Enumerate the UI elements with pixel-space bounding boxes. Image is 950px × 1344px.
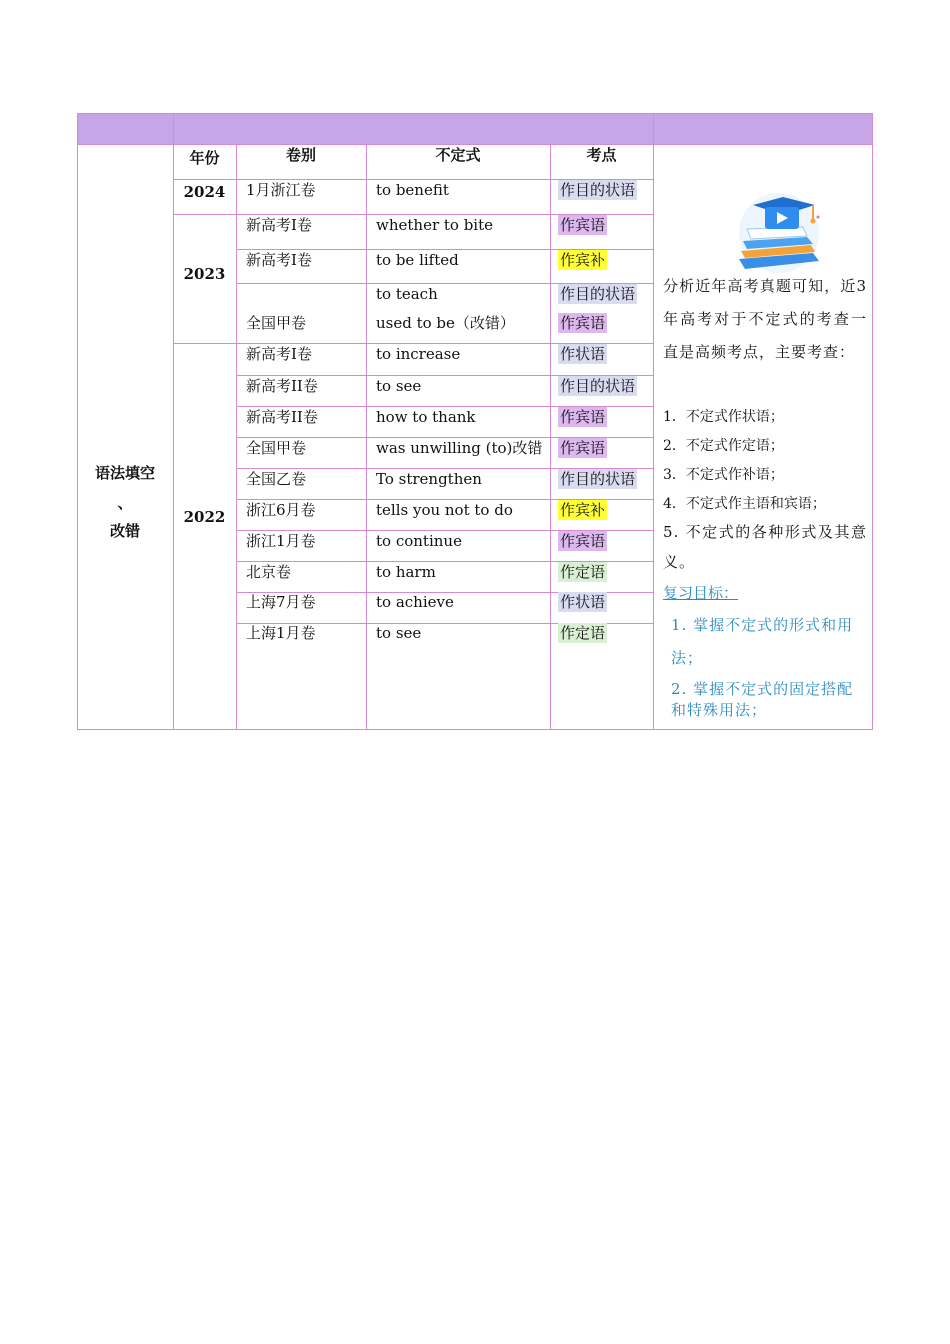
paper-cell: 新高考II卷 [246,377,318,395]
point-tag: 作状语 [560,593,606,611]
header-year: 年份 [189,149,220,167]
point-tag: 作宾语 [560,439,606,457]
point-tag: 作目的状语 [560,470,636,488]
category-line-3: 改错 [109,522,140,540]
goal-title: 复习目标： [663,584,739,602]
point-tag: 作状语 [560,345,606,363]
header-point: 考点 [586,146,617,164]
infinitive-cell: to see [376,624,422,642]
point-tag: 作目的状语 [560,181,636,199]
paper-cell: 1月浙江卷 [246,181,316,199]
paper-cell: 上海1月卷 [246,624,316,642]
infinitive-cell: to achieve [376,593,454,611]
point-tag: 作定语 [560,624,606,642]
infinitive-cell: to teach [376,285,438,303]
paper-cell: 新高考Ⅰ卷 [246,251,312,269]
table-header-bar [77,113,873,144]
year-2023: 2023 [183,265,226,283]
infinitive-cell: to see [376,377,422,395]
infinitive-cell: how to thank [376,408,476,426]
infinitive-cell: to increase [376,345,461,363]
goal-item: 2. 掌握不定式的固定搭配和特殊用法； [671,680,854,719]
paper-cell: 全国甲卷 [246,439,307,457]
point-tag: 作定语 [560,563,606,581]
year-2022: 2022 [183,508,226,526]
year-2024: 2024 [183,183,226,201]
point-tag: 作宾语 [560,408,606,426]
point-tag: 作目的状语 [560,377,636,395]
point-tag: 作宾语 [560,216,606,234]
point-tag: 作宾语 [560,532,606,550]
infinitive-cell: tells you not to do [376,501,513,519]
header-paper: 卷别 [285,146,316,164]
infinitive-cell: was unwilling (to)改错 [376,439,543,457]
infinitive-cell: to benefit [376,181,449,199]
paper-cell: 全国甲卷 [246,314,307,332]
analysis-item: 2．不定式作定语； [663,438,784,454]
infinitive-cell: whether to bite [376,216,494,234]
paper-cell: 上海7月卷 [246,593,316,611]
paper-cell: 新高考I卷 [246,345,312,363]
infinitive-cell: To strengthen [376,470,482,488]
analysis-item-5: 5. 不定式的各种形式及其意义。 [663,523,867,571]
graduation-cap-books-play-icon [733,189,825,277]
analysis-item: 1．不定式作状语； [663,409,784,425]
infinitive-cell: to harm [376,563,436,581]
category-line-2: 、 [117,494,133,512]
analysis-intro: 分析近年高考真题可知，近3年高考对于不定式的考查一直是高频考点，主要考查： [663,277,867,361]
point-tag: 作宾补 [560,251,606,269]
header-infinitive: 不定式 [435,146,481,164]
paper-cell: 新高考II卷 [246,408,318,426]
category-line-1: 语法填空 [94,464,155,482]
exam-table [77,113,873,730]
paper-cell: 浙江6月卷 [246,501,316,519]
analysis-item: 3．不定式作补语； [663,467,784,483]
point-tag-2: 作宾语 [560,314,606,332]
paper-cell: 北京卷 [246,563,292,581]
paper-cell: 全国乙卷 [246,470,307,488]
infinitive-cell: to continue [376,532,462,550]
paper-cell: 新高考Ⅰ卷 [246,216,312,234]
point-tag: 作目的状语 [560,285,636,303]
paper-cell: 浙江1月卷 [246,532,316,550]
infinitive-cell: to be lifted [376,251,459,269]
infinitive-cell-2: used to be（改错） [376,314,515,332]
point-tag: 作宾补 [560,501,606,519]
goal-item: 1. 掌握不定式的形式和用法； [671,616,854,667]
analysis-item: 4．不定式作主语和宾语； [663,496,826,512]
